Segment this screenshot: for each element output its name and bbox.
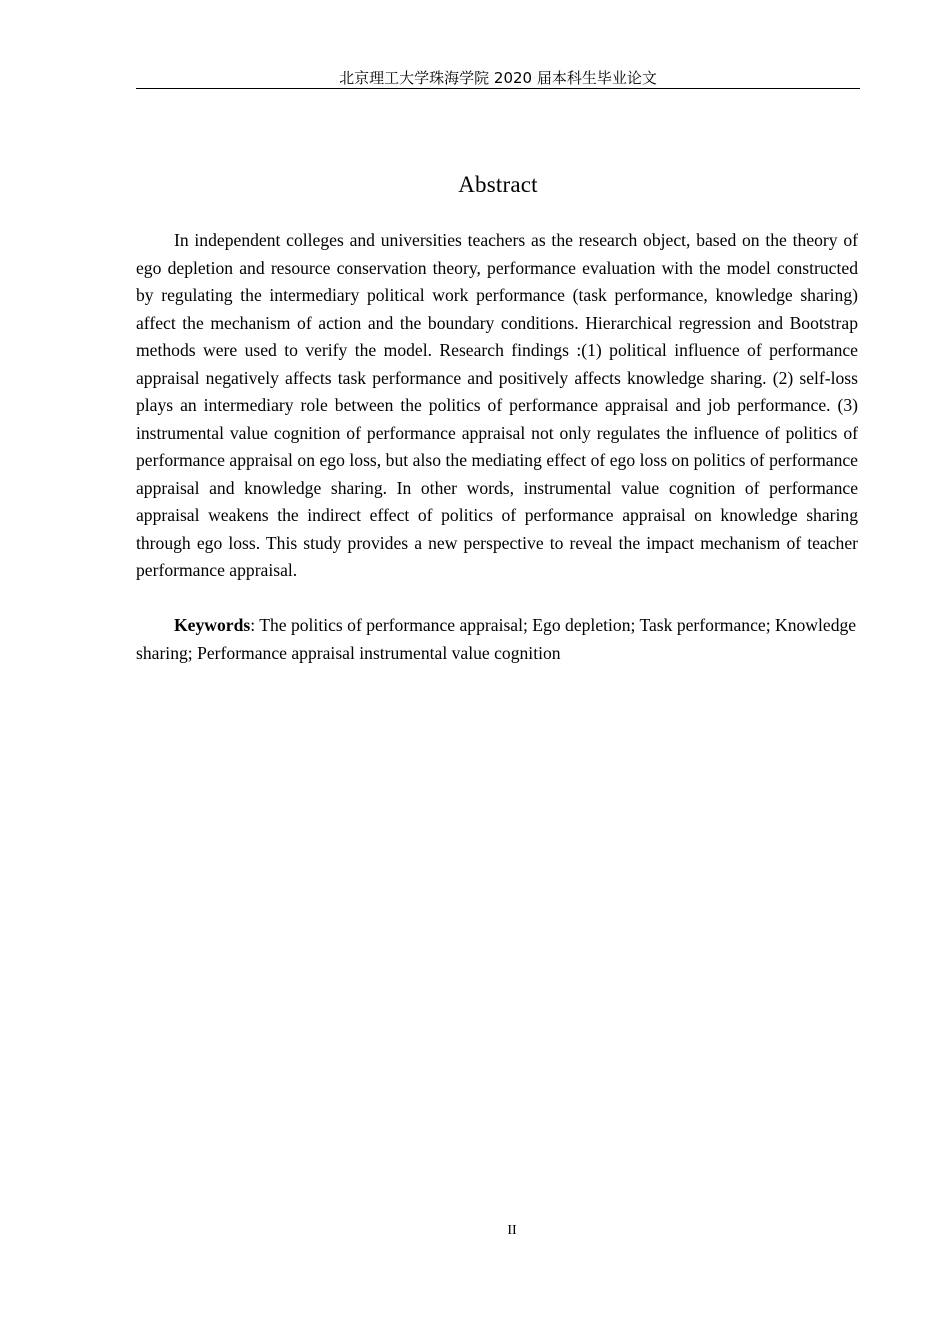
page-number: II <box>507 1223 517 1238</box>
keywords-text: : The politics of performance appraisal; Ego depletion; Task performance; Knowledge sharing; Performance appraisal instrumental value cognition <box>136 615 857 663</box>
keywords-label: Keywords <box>174 615 251 635</box>
keywords-paragraph <box>136 612 858 667</box>
running-header: 北京理工大学珠海学院 2020 届本科生毕业论文 <box>339 69 657 87</box>
abstract-body: In independent colleges and universities teachers as the research object, based on the theory of ego depletion and resource conservation theory, performance evaluation with the model constructed by regulating the intermediary political work performance (task performance, knowledge sharing) affect the mechanism of action and the boundary conditions. Hierarchical regression and Bootstrap methods were used to verify the model. Research findings :(1) political influence of performance appraisal negatively affects task performance and positively affects knowledge sharing. (2) self-loss plays an intermediary role between the politics of performance appraisal and job performance. (3) instrumental value cognition of performance appraisal not only regulates the influence of politics of performance appraisal on ego loss, but also the mediating effect of ego loss on politics of performance appraisal and knowledge sharing. In other words, instrumental value cognition of performance appraisal weakens the indirect effect of politics of performance appraisal on knowledge sharing through ego loss. This study provides a new perspective to reveal the impact mechanism of teacher performance appraisal. <box>136 230 858 580</box>
header-rule <box>136 88 860 89</box>
abstract-title: Abstract <box>458 172 538 197</box>
